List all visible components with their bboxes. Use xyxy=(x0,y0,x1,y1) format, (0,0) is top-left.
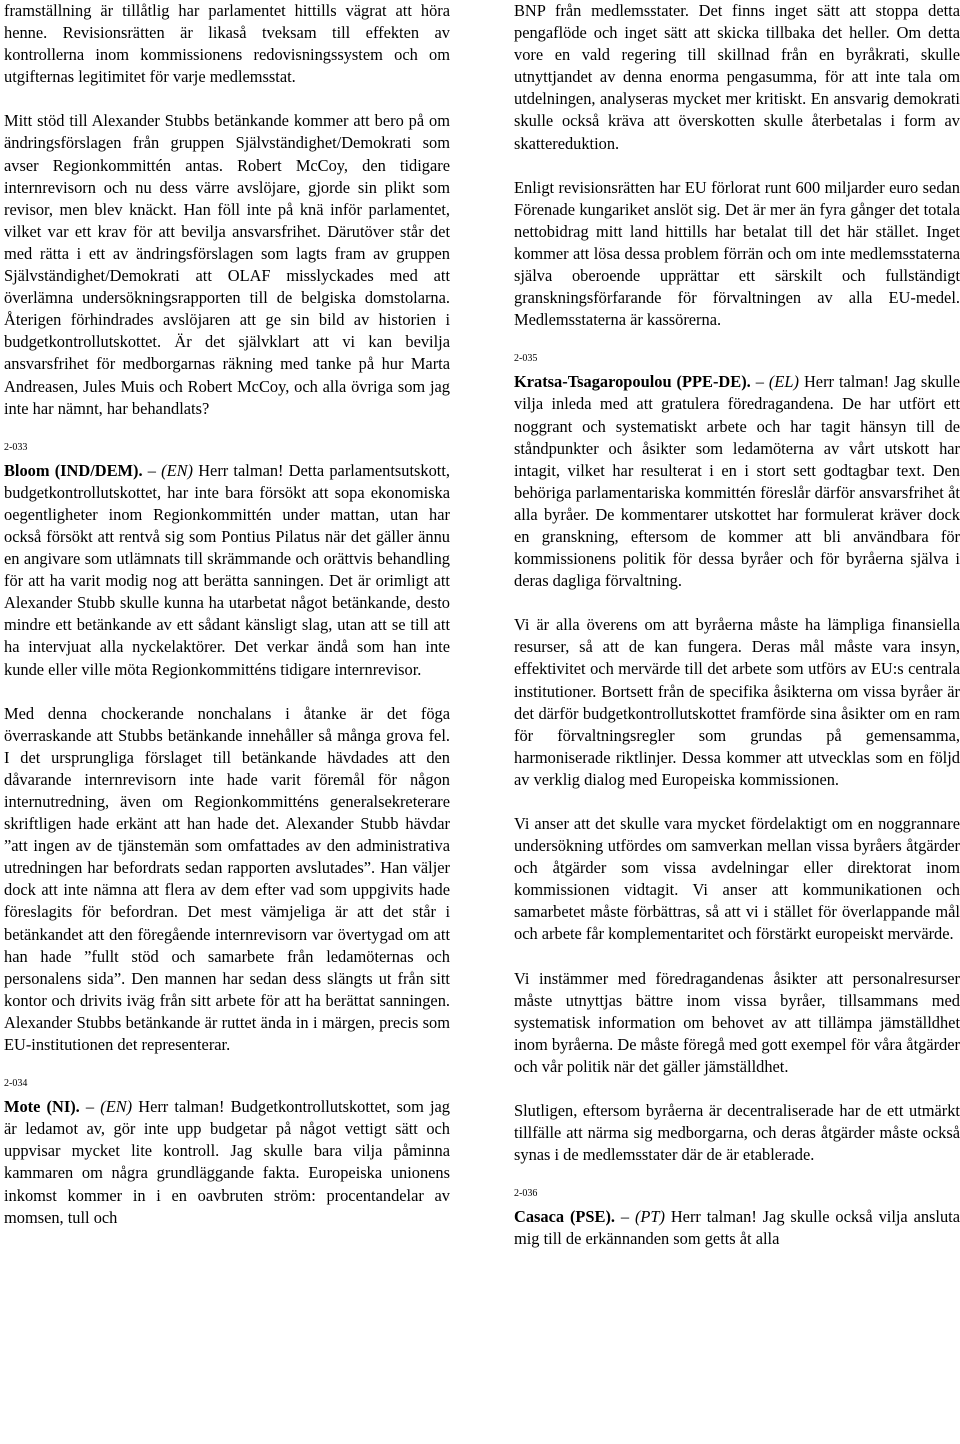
speech-number: 2-034 xyxy=(4,1078,28,1090)
dash: – xyxy=(750,372,769,392)
speaker-name: Kratsa-Tsagaropoulou (PPE-DE). xyxy=(514,372,751,392)
paragraph: Vi instämmer med föredragandenas åsikter att personalresurser måste utnyttjas bättre inom vissa byråer, tillsammans med systematisk information om behovet av att tillämpa jämställdhet inom byråerna. De måste föregå med gott exempel för våra åtgärder och vår politik när det gäller jämställdhet. xyxy=(514,968,960,1076)
paragraph: framställning är tillåtlig har parlamentet hittills vägrat att höra henne. Revisionsrätten är likaså tveksam till effekten av kontrollerna inom kommissionens redovisningssystem och om utgifternas legitimitet för varje medlemsstat. xyxy=(4,1,450,87)
speech-number: 2-036 xyxy=(514,1188,538,1200)
speaker-name: Bloom (IND/DEM). xyxy=(4,460,143,480)
speech-text: Herr talman! Jag skulle också vilja ansluta mig till de erkännanden som getts åt alla xyxy=(514,1207,960,1249)
language-tag: (EL) xyxy=(768,372,799,392)
dash: – xyxy=(615,1207,635,1227)
paragraph: Vi är alla överens om att byråerna måste ha lämpliga finansiella resurser, så att de kan fungera. Deras mål måste vara insyn, effektivitet och mervärde till det arbete som utförs av EU:s centrala institutioner. Bortsett från de specifika åsikterna om vissa byråer är det därför budgetkontrollutskottet framförde sina åsikter om en ram för förvaltningsregler som grundas på gemensamma, harmoniserade riktlinjer. Dessa kommer att utvecklas som en följd av verklig dialog med Europeiska kommissionen. xyxy=(514,615,960,789)
paragraph: Mitt stöd till Alexander Stubbs betänkande kommer att bero på om ändringsförslagen från gruppen Självständighet/Demokrati som avser Regionkommittén antas. Robert McCoy, den tidigare internrevisorn och nu dess värre avslöjare, gjorde sin plikt som revisor, men blev knäckt. Han föll inte på knä inför parlamentet, vilket var ett krav för att bevilja ansvarsfrihet. Därutöver står det med rätta i ett av ändringsförslagen som lagts fram av gruppen Självständighet/Demokrati att OLAF misslyckades med att överlämna undersökningsrapporten till de belgiska domstolarna. Återigen förhindrades avslöjaren att ge sin bild av historien i budgetkontrollutskottet. Är det självklart att vi kan bevilja ansvarsfrihet för medborgarnas räkning med tanke på hur Marta Andreasen, Jules Muis och Robert McCoy, och alla övriga som jag inte har nämnt, har behandlats? xyxy=(4,111,450,418)
left-column xyxy=(4,0,450,1229)
speech-paragraph xyxy=(4,460,450,681)
paragraph: Med denna chockerande nonchalans i åtanke är det föga överraskande att Stubbs betänkande innehåller så många grova fel. I det ursprungliga förslaget till betänkande hävdades att den dåvarande internrevisorn inte hade varit föremål för någon internutredning, även om Regionkommitténs generalsekreterare skriftligen hade erkänt att han hade det. Alexander Stubb hävdar ”att ingen av de tjänstemän som omfattades av den administrativa utredningen har befordrats sedan rapporten avslutades”. Han väljer dock att inte nämna att flera av dem efter vad som uppgivits hade föreslagits för befordran. Det mest vämjeliga är att det står i betänkandet att den föregående internrevisorn var övertygad om att han hade ”fullt stöd och samarbete från ledamöternas och personalens sida”. Den mannen har sedan dess slängts ut från sitt kontor och drivits iväg från sitt arbete för att ha berättat sanningen. Alexander Stubbs betänkande är ruttet ända in i märgen, precis som EU-institutionen det representerar. xyxy=(4,703,450,1055)
dash: – xyxy=(79,1097,101,1117)
speech-paragraph xyxy=(514,1206,960,1250)
speech-text: Herr talman! Detta parlamentsutskott, budgetkontrollutskottet, har inte bara försökt att sopa ekonomiska oegentligheter inom Regionkommittén under mattan, utan har också försökt att rentvå sig som Pontius Pilatus när det gäller ännu en angivare som utlämnats till skrämmande och orättvis behandling för att ha varit modig nog att berätta sanningen. Det är orimligt att Alexander Stubb skulle kunna ha utarbetat något betänkande, desto mindre ett betänkande av ett sådant känsligt slag, utan att se till att ha intervjuat alla nyckelaktörer. Det verkar ändå som han inte kunde eller ville möta Regionkommitténs tidigare internrevisor. xyxy=(4,460,450,679)
speech-text: Herr talman! Jag skulle vilja inleda med att gratulera föredragandena. De har utfört ett noggrant och systematiskt arbete och har tagit hänsyn till de ståndpunkter och åsikter som ledamöterna av vårt utskott har intagit, vilket har resulterat i en i stort sett godtagbar text. Den behöriga parlamentariska kommittén föreslår därför ansvarsfrihet åt alla byråer. De kommentarer utskottet har formulerat kräver dock en granskning, eftersom de kommer att bli användbara för kommissionens politik för dessa byråer och för byråerna själva i deras dagliga förvaltning. xyxy=(514,372,960,591)
right-column xyxy=(514,0,960,1251)
paragraph: Vi anser att det skulle vara mycket fördelaktigt om en noggrannare undersökning utfördes om samverkan mellan vissa byråers åtgärder och åtgärder som vissa avdelningar eller direktorat inom kommissionen vidtagit. Vi anser att kommunikationen och samarbetet måste förbättras, så att vi i stället för överlappande mål och arbete får komplementaritet och förstärkt europeiskt mervärde. xyxy=(514,814,960,944)
speaker-name: Mote (NI). xyxy=(4,1097,80,1117)
paragraph: Enligt revisionsrätten har EU förlorat runt 600 miljarder euro sedan Förenade kungariket anslöt sig. Det är mer än fyra gånger det totala nettobidrag mitt land hittills har betalat till det här stället. Inget kommer att lösa dessa problem förrän och om inte medlemsstaterna själva oberoende upprättar ett särskilt och fullständigt granskningsförfarande för förvaltningen av alla EU-medel. Medlemsstaterna är kassörerna. xyxy=(514,177,960,330)
paragraph: Slutligen, eftersom byråerna är decentraliserade har de ett utmärkt tillfälle att närma sig medborgarna, och deras åtgärder måste också synas i de medlemsstater där de är etablerade. xyxy=(514,1101,960,1165)
language-tag: (EN) xyxy=(161,460,194,480)
speaker-name: Casaca (PSE). xyxy=(514,1207,616,1227)
dash: – xyxy=(142,460,162,480)
speech-paragraph xyxy=(4,1096,450,1229)
speech-number: 2-033 xyxy=(4,441,28,453)
speech-paragraph xyxy=(514,371,960,592)
language-tag: (EN) xyxy=(100,1097,133,1117)
speech-text: Herr talman! Budgetkontrollutskottet, som jag är ledamot av, gör inte upp budgetar på något vettigt sätt och uppvisar mycket lite kontroll. Jag skulle bara vilja påminna kammaren om några grundläggande fakta. Europeiska unionens inkomst kommer in i en oavbruten ström: procentandelar av momsen, tull och xyxy=(4,1097,450,1227)
speech-number: 2-035 xyxy=(514,353,538,365)
language-tag: (PT) xyxy=(634,1207,665,1227)
paragraph: BNP från medlemsstater. Det finns inget sätt att stoppa detta pengaflöde och inget sätt att skicka tillbaka det heller. Om detta vore en vald regering till skillnad från en byråkrati, skulle utnyttjandet av denna enorma pengasumma, för att inte tala om utdelningen, analyseras mycket mer kritiskt. En ansvarig demokrati skulle också kräva att överskotten skulle återbetalas i form av skattereduktion. xyxy=(514,1,960,153)
